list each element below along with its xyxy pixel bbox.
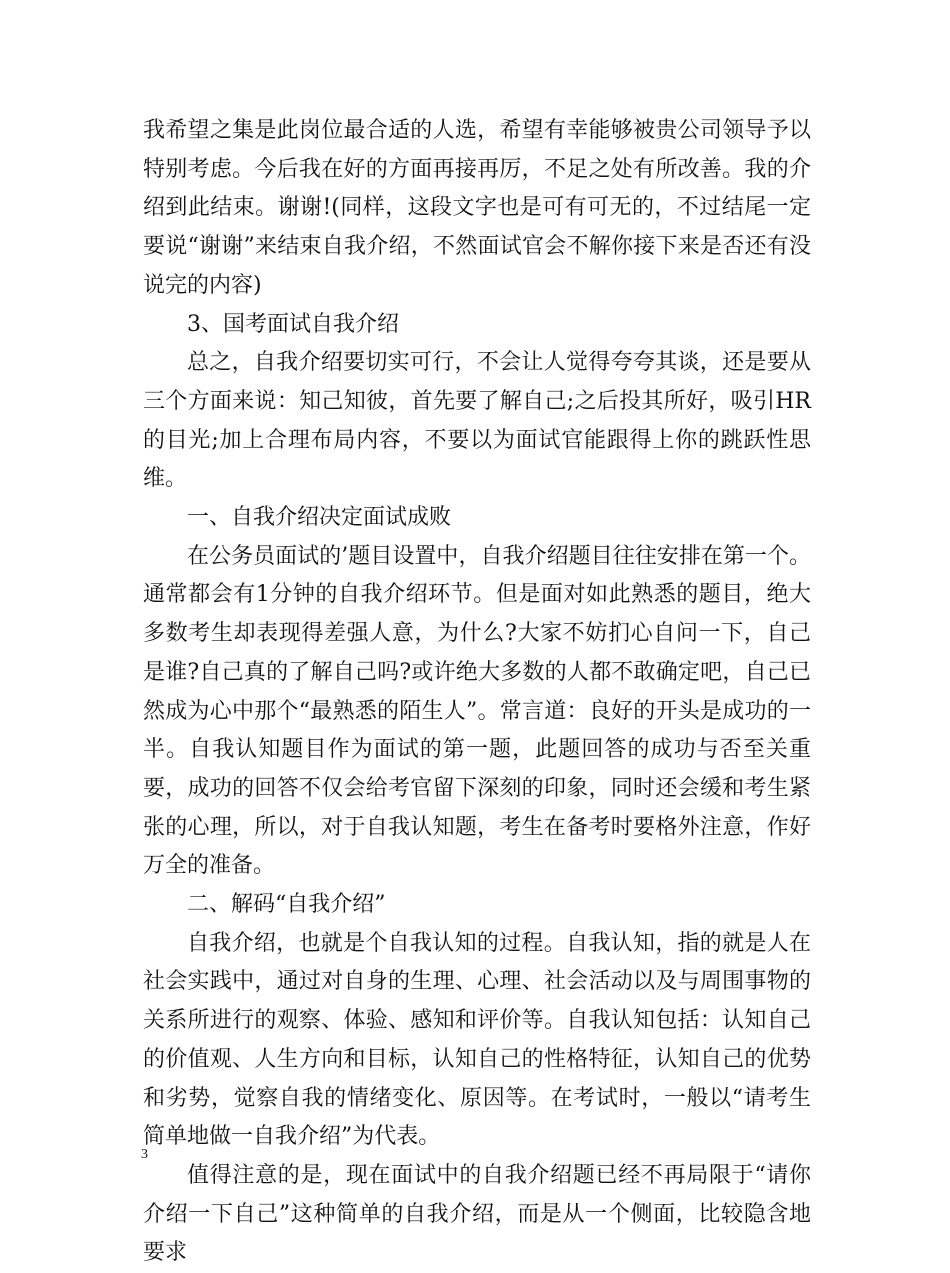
paragraph-summary: 总之，自我介绍要切实可行，不会让人觉得夸夸其谈，还是要从三个方面来说：知己知彼，首先要了解自己;之后投其所好，吸引HR的目光;加上合理布局内容，不要以为面试官能跟得上你的跳跃性思维。 [143, 350, 811, 492]
page-number: 3 [141, 1147, 148, 1162]
section-heading-1: 一、自我介绍决定面试成败 [187, 505, 452, 531]
paragraph-closing: 我希望之集是此岗位最合适的人选，希望有幸能够被贵公司领导予以特别考虑。今后我在好的方面再接再厉，不足之处有所改善。我的介绍到此结束。谢谢!(同样，这段文字也是可有可无的，不过结尾一定要说“谢谢”来结束自我介绍，不然面试官会不解你接下来是否还有没说完的内容) [143, 118, 811, 298]
paragraph-section-3: 值得注意的是，现在面试中的自我介绍题已经不再局限于“请你介绍一下自己”这种简单的自我介绍，而是从一个侧面，比较隐含地要求 [143, 1162, 811, 1266]
section-heading-3: 3、国考面试自我介绍 [187, 311, 399, 337]
section-heading-2: 二、解码“自我介绍” [187, 892, 386, 918]
document-body [143, 112, 811, 1273]
paragraph-section-2: 自我介绍，也就是个自我认知的过程。自我认知，指的就是人在社会实践中，通过对自身的生理、心理、社会活动以及与周围事物的关系所进行的观察、体验、感知和评价等。自我认知包括：认知自己的价值观、人生方向和目标，认知自己的性格特征，认知自己的优势和劣势，觉察自我的情绪变化、原因等。在考试时，一般以“请考生简单地做一自我介绍”为代表。 [143, 930, 811, 1150]
paragraph-section-1: 在公务员面试的’题目设置中，自我介绍题目往往安排在第一个。通常都会有1分钟的自我介绍环节。但是面对如此熟悉的题目，绝大多数考生却表现得差强人意，为什么?大家不妨扪心自问一下，自己是谁?自己真的了解自己吗?或许绝大多数的人都不敢确定吧，自己已然成为心中那个“最熟悉的陌生人”。常言道：良好的开头是成功的一半。自我认知题目作为面试的第一题，此题回答的成功与否至关重要，成功的回答不仅会给考官留下深刻的印象，同时还会缓和考生紧张的心理，所以，对于自我认知题，考生在备考时要格外注意，作好万全的准备。 [143, 543, 811, 879]
